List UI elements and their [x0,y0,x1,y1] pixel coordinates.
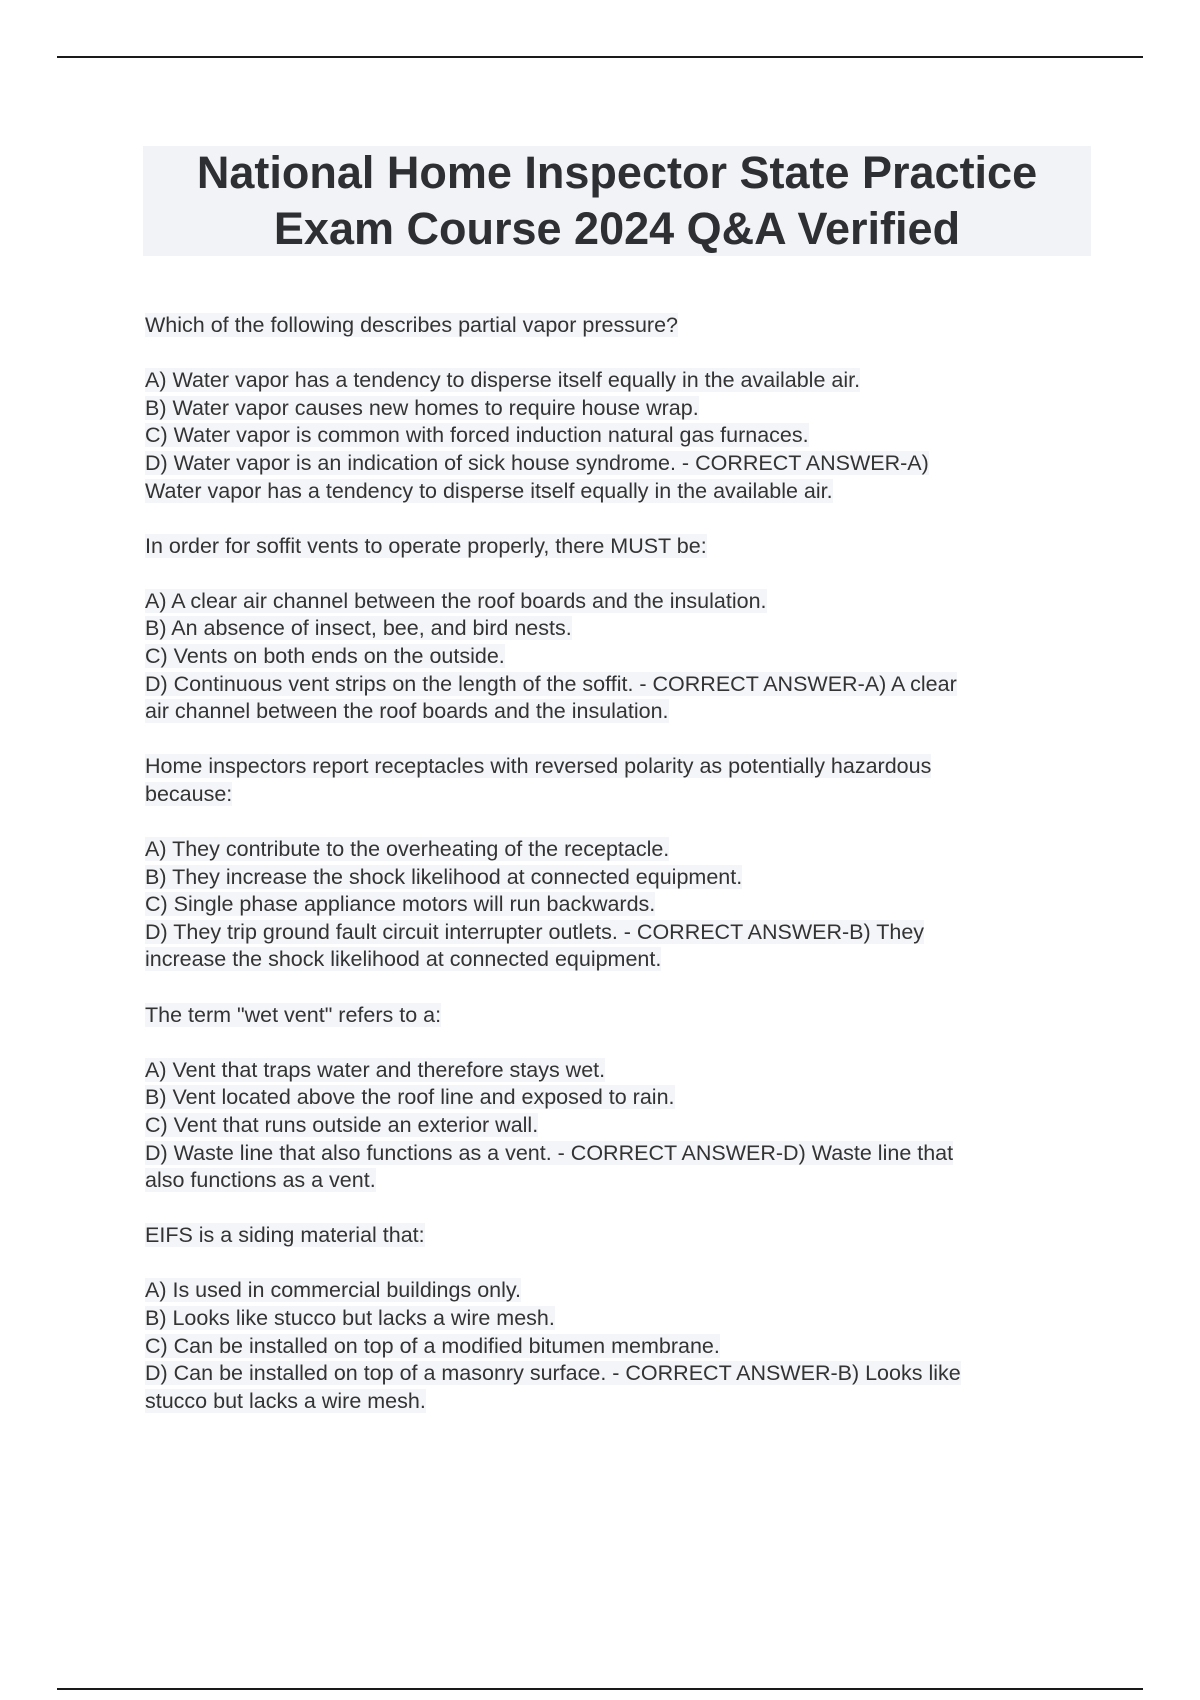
answer-continuation: also functions as a vent. [145,1168,376,1193]
question-text: Home inspectors report receptacles with reversed polarity as potentially hazardous [145,754,932,779]
answer-continuation: Water vapor has a tendency to disperse itself equally in the available air. [145,478,833,503]
question-text: EIFS is a siding material that: [145,1223,425,1248]
answer-continuation: increase the shock likelihood at connected equipment. [145,947,662,972]
option-d-with-answer: D) Waste line that also functions as a vent. - CORRECT ANSWER-D) Waste line that [145,1140,954,1165]
question-text: The term "wet vent" refers to a: [145,1002,442,1027]
document-title [143,146,1091,256]
option-c: C) Vent that runs outside an exterior wall. [145,1112,539,1137]
option-b: B) Looks like stucco but lacks a wire mesh. [145,1306,555,1330]
option-b: B) Water vapor causes new homes to require house wrap. [145,395,699,420]
title-line-2: Exam Course 2024 Q&A Verified [273,203,961,254]
option-a: A) A clear air channel between the roof boards and the insulation. [145,588,767,613]
question-text-continuation: because: [145,781,233,806]
option-d-with-answer: D) Continuous vent strips on the length of the soffit. - CORRECT ANSWER-A) A clear [145,671,957,696]
option-a: A) Water vapor has a tendency to disperse itself equally in the available air. [145,368,861,393]
title-line-1: National Home Inspector State Practice [196,147,1038,198]
question-text: In order for soffit vents to operate properly, there MUST be: [145,533,707,558]
option-c: C) Water vapor is common with forced induction natural gas furnaces. [145,423,809,448]
option-d-with-answer: D) Can be installed on top of a masonry surface. - CORRECT ANSWER-B) Looks like [145,1361,961,1386]
question-text: Which of the following describes partial vapor pressure? [145,313,678,337]
option-c: C) Vents on both ends on the outside. [145,644,505,669]
qa-item [145,1222,1095,1415]
option-c: C) Single phase appliance motors will run backwards. [145,892,656,917]
qa-item [145,753,1095,974]
option-c: C) Can be installed on top of a modified bitumen membrane. [145,1333,720,1358]
option-a: A) They contribute to the overheating of the receptacle. [145,837,670,862]
option-d-with-answer: D) Water vapor is an indication of sick house syndrome. - CORRECT ANSWER-A) [145,450,929,475]
option-b: B) Vent located above the roof line and exposed to rain. [145,1085,675,1110]
qa-list [145,312,1095,1443]
qa-item [145,312,1095,505]
bottom-rule [57,1688,1143,1690]
top-rule [57,56,1143,58]
option-a: A) Is used in commercial buildings only. [145,1278,522,1303]
qa-item [145,1002,1095,1195]
qa-item [145,533,1095,726]
answer-continuation: stucco but lacks a wire mesh. [145,1388,426,1413]
option-b: B) They increase the shock likelihood at connected equipment. [145,864,743,889]
option-b: B) An absence of insect, bee, and bird nests. [145,616,572,641]
option-d-with-answer: D) They trip ground fault circuit interrupter outlets. - CORRECT ANSWER-B) They [145,919,925,944]
option-a: A) Vent that traps water and therefore stays wet. [145,1057,606,1082]
answer-continuation: air channel between the roof boards and the insulation. [145,699,669,724]
